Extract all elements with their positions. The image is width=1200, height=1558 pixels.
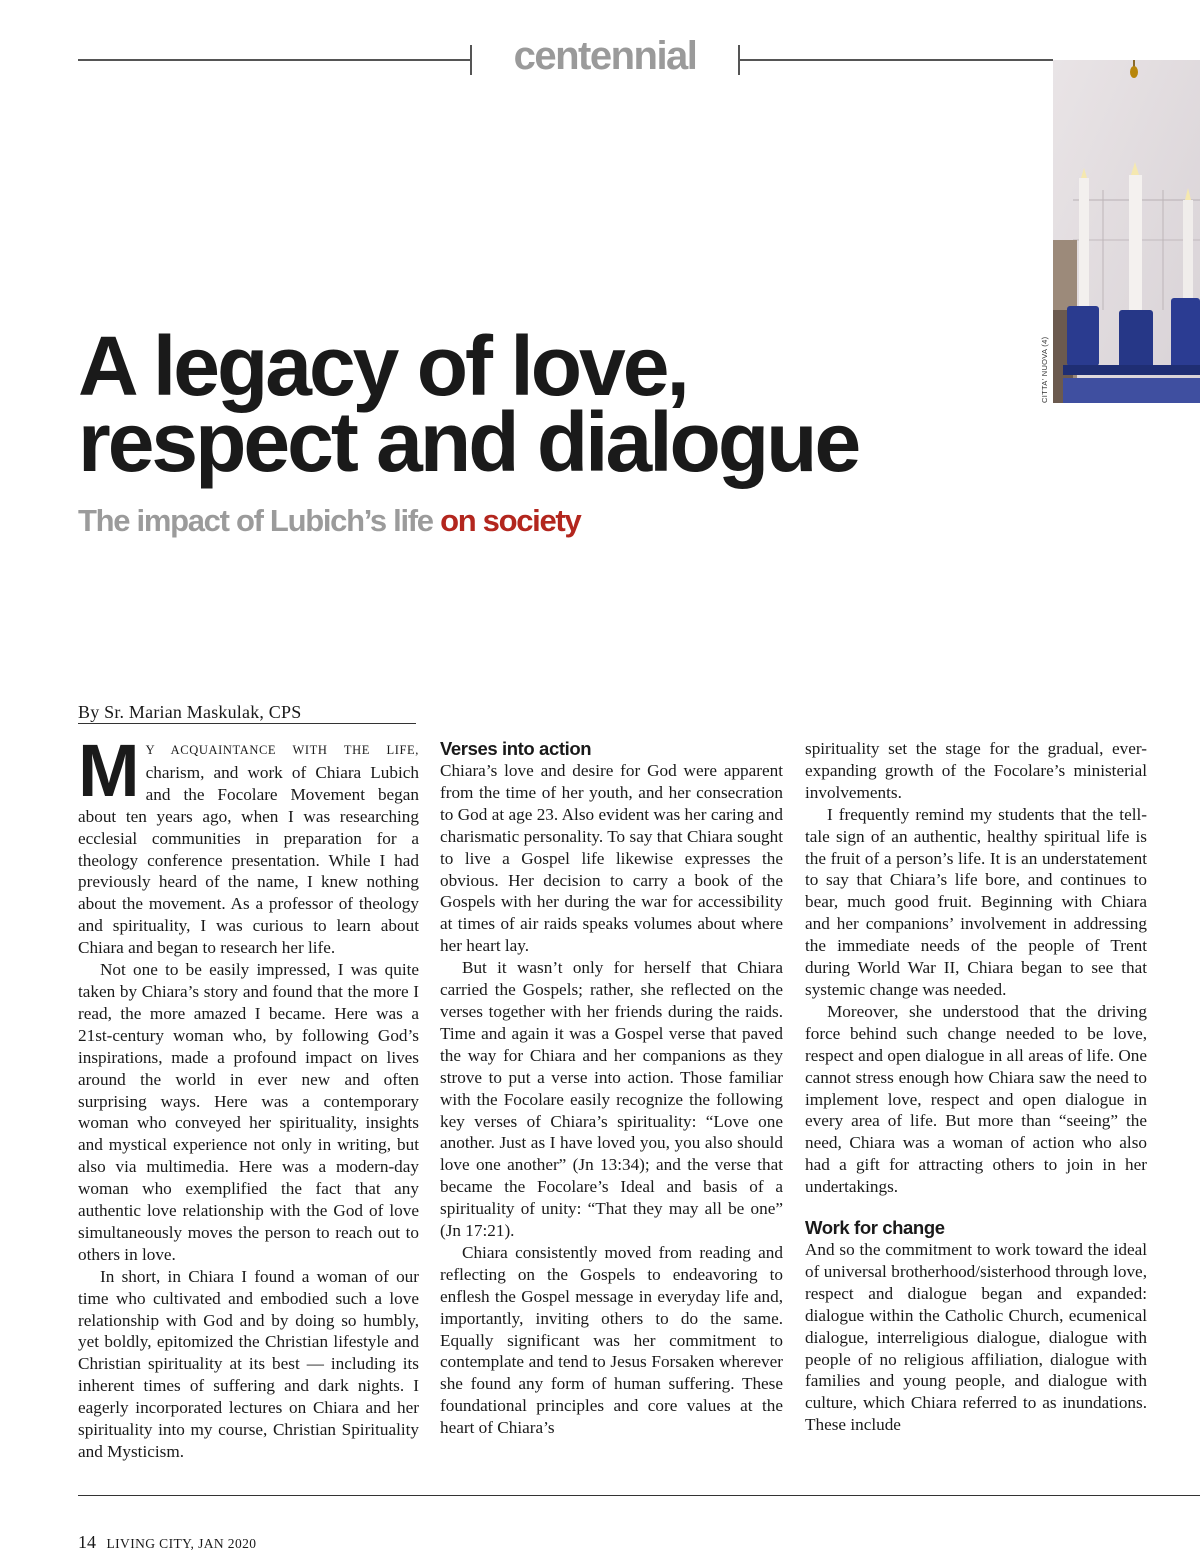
title-line-1: A legacy of love, xyxy=(78,319,687,413)
paragraph: But it wasn’t only for herself that Chiara carried the Gospels; rather, she reflected on the verses together with her friends during the raids. Time and again it was a Gospel verse that paved the way for Chiara and her companions as they strove to put a verse into action. Those familiar with the Focolare easily recognize the following key verses of Chiara’s spirituality: “Love one another. Just as I have loved you, you also should love one another” (Jn 13:34); and the verse that became the Focolare’s Ideal and basis of a spirituality of unity: “That they may all be one” (Jn 17:21). xyxy=(440,958,783,1241)
byline-rule xyxy=(78,723,416,724)
byline xyxy=(78,702,301,723)
paragraph: Chiara consistently moved from reading and reflecting on the Gospels to endeavoring to enflesh the Gospel message in everyday life and, importantly, inviting others to do the same. Equally significant was her commitment to contemplate and tend to Jesus Forsaken wherever she found any form of human suffering. These foundational principles and core values at the heart of Chiara’s xyxy=(440,1242,783,1438)
lead-in-smallcaps: Y ACQUAINTANCE WITH THE LIFE, xyxy=(145,743,419,757)
article-subtitle xyxy=(78,503,978,539)
paragraph: Moreover, she understood that the driving force behind such change needed to be love, respect and open dialogue in all areas of life. One cannot stress enough how Chiara saw the need to implement love, respect and open dialogue in every area of life. But more than “seeing” the need, Chiara was a woman of action who also had a gift for attracting others to join in her undertakings. xyxy=(805,1001,1147,1197)
paragraph: Not one to be easily impressed, I was quite taken by Chiara’s story and found that the more I read, the more amazed I became. Here was a 21st-century woman who, by following God’s inspirations, made a profound impact on lives around the world in ever new and often surprising ways. Here was a contemporary woman who conveyed her spirituality, insights and mystical experience not only in writing, but also via multimedia. Here was a modern-day woman who exemplified the fact that any authentic love relationship with the God of love simultaneously moves the person to reach out to others in love. xyxy=(78,960,419,1264)
column-2 xyxy=(440,738,783,1439)
byline-author: Sr. Marian Maskulak, CPS xyxy=(104,702,302,722)
intro-paragraph xyxy=(78,729,419,959)
paragraph-text: charism, and work of Chiara Lubich and the Focolare Movement began about ten years ago, when I was researching ecclesial communities in preparation for a theology conference presentation. While I had previously heard of the name, I knew nothing about the movement. As a professor of theology and spirituality, I was curious to learn about Chiara and began to research her life. xyxy=(78,762,419,958)
paragraph: In short, in Chiara I found a woman of our time who cultivated and embodied such a love relationship with God and by doing so humbly, yet boldly, epitomized the Christian lifestyle and Christian spirituality at its best — including its inherent times of suffering and dark nights. I eagerly incorporated lectures on Chiara and her spirituality into my course, Christian Spirituality and Mysticism. xyxy=(78,1266,419,1461)
publication-name: LIVING CITY, JAN 2020 xyxy=(106,1536,257,1551)
subtitle-gray: The impact of Lubich’s life xyxy=(78,503,433,538)
photo-credit: CITTA' NUOVA (4) xyxy=(1040,336,1049,403)
section-heading: Verses into action xyxy=(440,738,592,759)
page-number: 14 xyxy=(78,1532,96,1552)
header-rule-right xyxy=(740,59,1053,61)
footer-rule xyxy=(78,1495,1200,1496)
candles-photo xyxy=(1053,60,1200,403)
paragraph: I frequently remind my students that the tell-tale sign of an authentic, healthy spiritual life is the fruit of a person’s life. It is an understatement to say that Chiara’s life bore, and continues to bear, much good fruit. Beginning with Chiara and her companions’ involvement in addressing the immediate needs of the people of Trent during World War II, Chiara began to see that systemic change was needed. xyxy=(805,804,1147,999)
drop-cap: M xyxy=(78,729,138,812)
column-1 xyxy=(78,729,419,1463)
column-3 xyxy=(805,738,1147,1436)
paragraph: spirituality set the stage for the gradual, ever-expanding growth of the Focolare’s ministerial involvements. xyxy=(805,739,1147,802)
paragraph: And so the commitment to work toward the ideal of universal brotherhood/sisterhood through love, respect and dialogue began and expanded: dialogue within the Catholic Church, ecumenical dialogue, interreligious dialogue, dialogue with people of no religious affiliation, dialogue with families and young people, and dialogue with culture, which Chiara referred to as inundations. These include xyxy=(805,1240,1147,1435)
section-label: centennial xyxy=(513,34,697,78)
byline-by: By xyxy=(78,702,100,722)
title-line-2: respect and dialogue xyxy=(78,395,859,489)
paragraph: Chiara’s love and desire for God were apparent from the time of her youth, and her consecration to God at age 23. Also evident was her caring and charismatic personality. To say that Chiara sought to live a Gospel life likewise expresses the obvious. Her decision to carry a book of the Gospels with her during the war for accessibility at times of air raids speaks volumes about where her heart lay. xyxy=(440,761,783,956)
section-heading: Work for change xyxy=(805,1217,945,1239)
folio xyxy=(78,1532,256,1553)
article-title xyxy=(78,319,1038,489)
subtitle-red: on society xyxy=(440,503,581,538)
header-rule-left xyxy=(78,59,470,61)
header-tick-left xyxy=(470,45,472,75)
